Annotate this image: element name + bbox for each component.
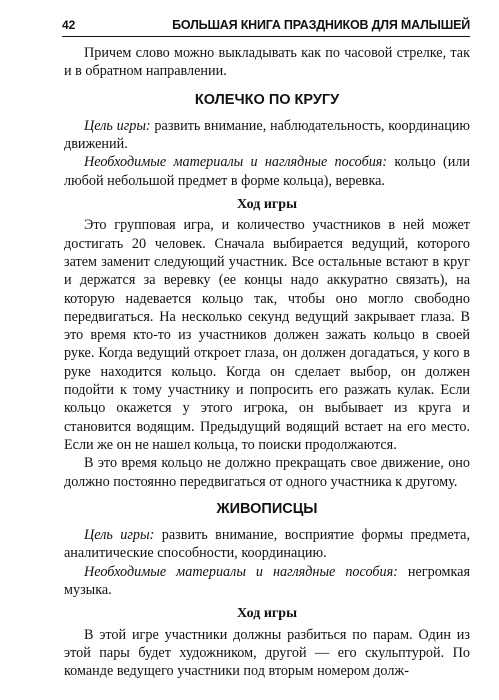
game-goal — [64, 526, 470, 563]
materials-text: негромкая музыка. — [64, 563, 470, 599]
game-goal — [64, 117, 470, 154]
materials-label: Необходимые материалы и наглядные пособия: — [84, 563, 398, 580]
process-heading: Ход игры — [237, 197, 297, 213]
game-title: ЖИВОПИСЦЫ — [216, 500, 318, 517]
goal-text: развить внимание, восприятие формы предмета, аналитические способности, координацию. — [64, 527, 470, 562]
page-number: 42 — [62, 18, 76, 32]
materials-label: Необходимые материалы и наглядные пособия: — [84, 154, 388, 171]
page-header — [62, 16, 470, 37]
goal-label: Цель игры: — [84, 117, 151, 134]
game-title: КОЛЕЧКО ПО КРУГУ — [194, 91, 340, 108]
game-rules-paragraph: Это групповая игра, и количество участников в ней может достигать 20 человек. Сначала выбирается ведущий, которого затем заменит следующий участник. Все остальные встают в круг и держатся за веревку (ее концы надо аккуратно связать), на которую надевается кольцо так, чтобы оно могло свободно передвигаться. На несколько секунд ведущий закрывает глаза. В это время кто-то из участников должен зажать кольцо в своей руке. Когда ведущий откроет глаза, он должен догадаться, у кого в руке находится кольцо. Когда он сделает выбор, он должен подойти к тому участнику и попросить его разжать кулак. Если кольцо окажется у этого игрока, он выбывает из круга и становится водящим. Предыдущий водящий встает на его место. Если же он не нашел кольца, то поиски продолжаются. — [64, 217, 470, 453]
materials-text: кольцо (или любой небольшой предмет в форме кольца), веревка. — [64, 154, 470, 189]
page-content — [64, 44, 470, 681]
game-materials — [64, 153, 470, 190]
goal-label: Цель игры: — [84, 527, 155, 544]
intro-paragraph: Причем слово можно выкладывать как по часовой стрелке, так и в обратном направлении. — [64, 45, 470, 80]
process-heading: Ход игры — [237, 606, 297, 622]
running-title: БОЛЬШАЯ КНИГА ПРАЗДНИКОВ ДЛЯ МАЛЫШЕЙ — [172, 18, 470, 32]
game-materials — [64, 563, 470, 600]
game-rules-paragraph: В это время кольцо не должно прекращать свое движение, оно должно постоянно передвигаться от одного участника к другому. — [64, 455, 470, 490]
goal-text: развить внимание, наблюдательность, координацию движений. — [64, 117, 470, 153]
game-rules-paragraph: В этой игре участники должны разбиться по парам. Один из этой пары будет художником, другой — его скульптурой. По команде ведущего участники под вторым номером долж- — [64, 626, 470, 680]
